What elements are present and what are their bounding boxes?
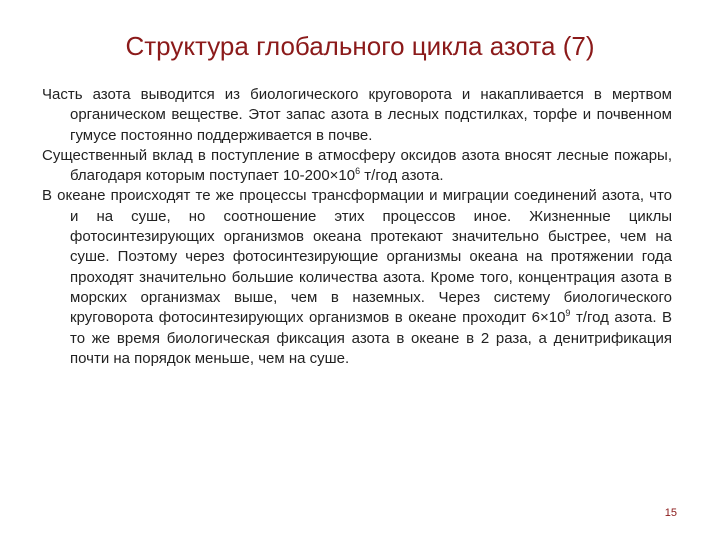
paragraph-2-text-after: т/год азота. [360, 167, 444, 185]
paragraph-2-exponent: 6 [355, 166, 361, 177]
paragraph-3-text-before: В океане происходят те же процессы трансформации и миграции соединений азота, что и на суше, но соотношение этих процессов иное. Жизненные циклы фотосинтезирующих организмов океана протекают значительно быстрее, чем на суше. Поэтому через фотосинтезирующие организмы океана на протяжении года проходят значительно большие количества азота. Кроме того, концентрация азота в морских организмах выше, чем в наземных. Через систему биологического круговорота фотосинтезирующих организмов в океане проходит 6×10 [42, 187, 672, 327]
paragraph-3-exponent: 9 [565, 308, 571, 319]
paragraph-3 [42, 186, 672, 369]
page-number: 15 [664, 507, 677, 519]
paragraph-2-text-before: Существенный вклад в поступление в атмосферу оксидов азота вносят лесные пожары, благодаря которым поступает 10-200×10 [42, 146, 672, 185]
paragraph-1-text: Часть азота выводится из биологического круговорота и накапливается в мертвом органическом веществе. Этот запас азота в лесных подстилках, торфе и почвенном гумусе постоянно поддерживается в почве. [42, 86, 672, 144]
paragraph-1 [42, 85, 672, 146]
paragraph-3-text-after: т/год азота. В то же время биологическая фиксация азота в океане в 2 раза, а денитрификация почти на порядок меньше, чем на суше. [70, 309, 673, 367]
slide-title: Структура глобального цикла азота (7) [125, 31, 595, 61]
paragraph-2 [42, 146, 672, 187]
slide-body [42, 85, 672, 369]
